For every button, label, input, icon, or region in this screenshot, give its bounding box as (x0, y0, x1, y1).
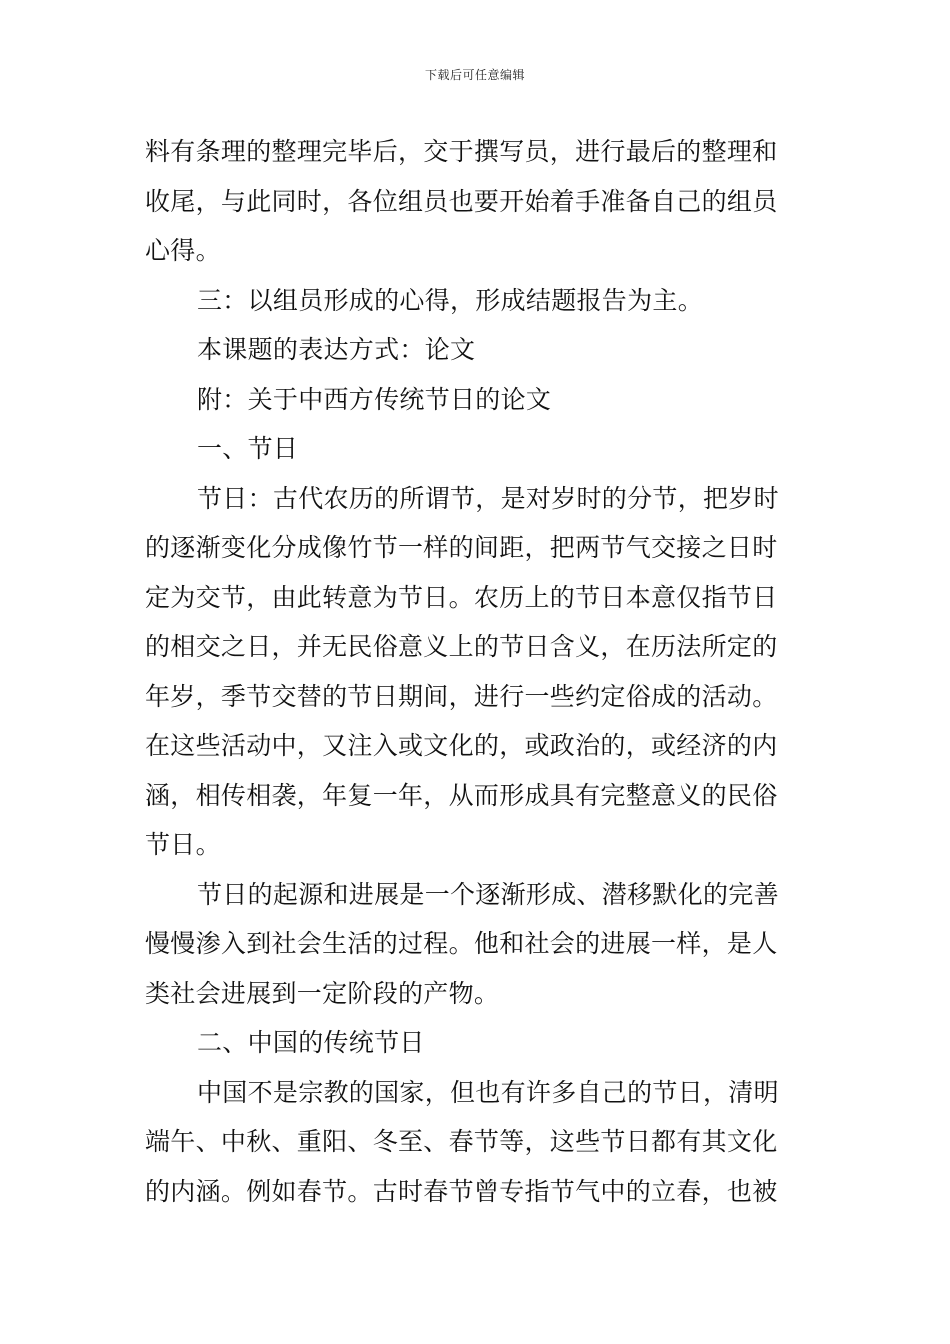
text-line: 在这些活动中，又注入或文化的，或政治的，或经济的内 (145, 731, 778, 760)
text-line: 中国不是宗教的国家，但也有许多自己的节日，清明 (197, 1077, 779, 1107)
text-line: 定为交节，由此转意为节日。农历上的节日本意仅指节日 (145, 582, 778, 612)
text-line: 三：以组员形成的心得，形成结题报告为主。 (197, 285, 704, 315)
text-line: 的相交之日，并无民俗意义上的节日含义，在历法所定的 (145, 632, 778, 661)
text-line: 年岁，季节交替的节日期间，进行一些约定俗成的活动。 (145, 681, 778, 711)
text-line: 节日：古代农历的所谓节，是对岁时的分节，把岁时 (197, 483, 779, 513)
text-line: 附：关于中西方传统节日的论文 (197, 384, 552, 414)
page-header: 下载后可任意编辑 (424, 68, 525, 82)
text-line: 类社会进展到一定阶段的产物。 (145, 978, 500, 1008)
text-line: 的内涵。例如春节。古时春节曾专指节气中的立春，也被 (145, 1176, 778, 1206)
text-line: 的逐渐变化分成像竹节一样的间距，把两节气交接之日时 (145, 533, 778, 562)
text-line: 本课题的表达方式：论文 (197, 335, 476, 364)
text-line: 端午、中秋、重阳、冬至、春节等，这些节日都有其文化 (145, 1127, 778, 1156)
section-heading: 二、中国的传统节日 (197, 1028, 425, 1057)
text-line: 心得。 (145, 236, 221, 265)
section-heading: 一、节日 (197, 434, 299, 463)
text-line: 节日的起源和进展是一个逐渐形成、潜移默化的完善 (197, 879, 779, 909)
text-line: 慢慢渗入到社会生活的过程。他和社会的进展一样，是人 (145, 929, 778, 958)
text-line: 节日。 (145, 830, 221, 859)
document-body (145, 127, 810, 1216)
text-line: 料有条理的整理完毕后，交于撰写员，进行最后的整理和 (145, 137, 778, 166)
text-line: 涵，相传相袭，年复一年，从而形成具有完整意义的民俗 (145, 780, 778, 810)
text-line: 收尾，与此同时，各位组员也要开始着手准备自己的组员 (145, 186, 778, 216)
